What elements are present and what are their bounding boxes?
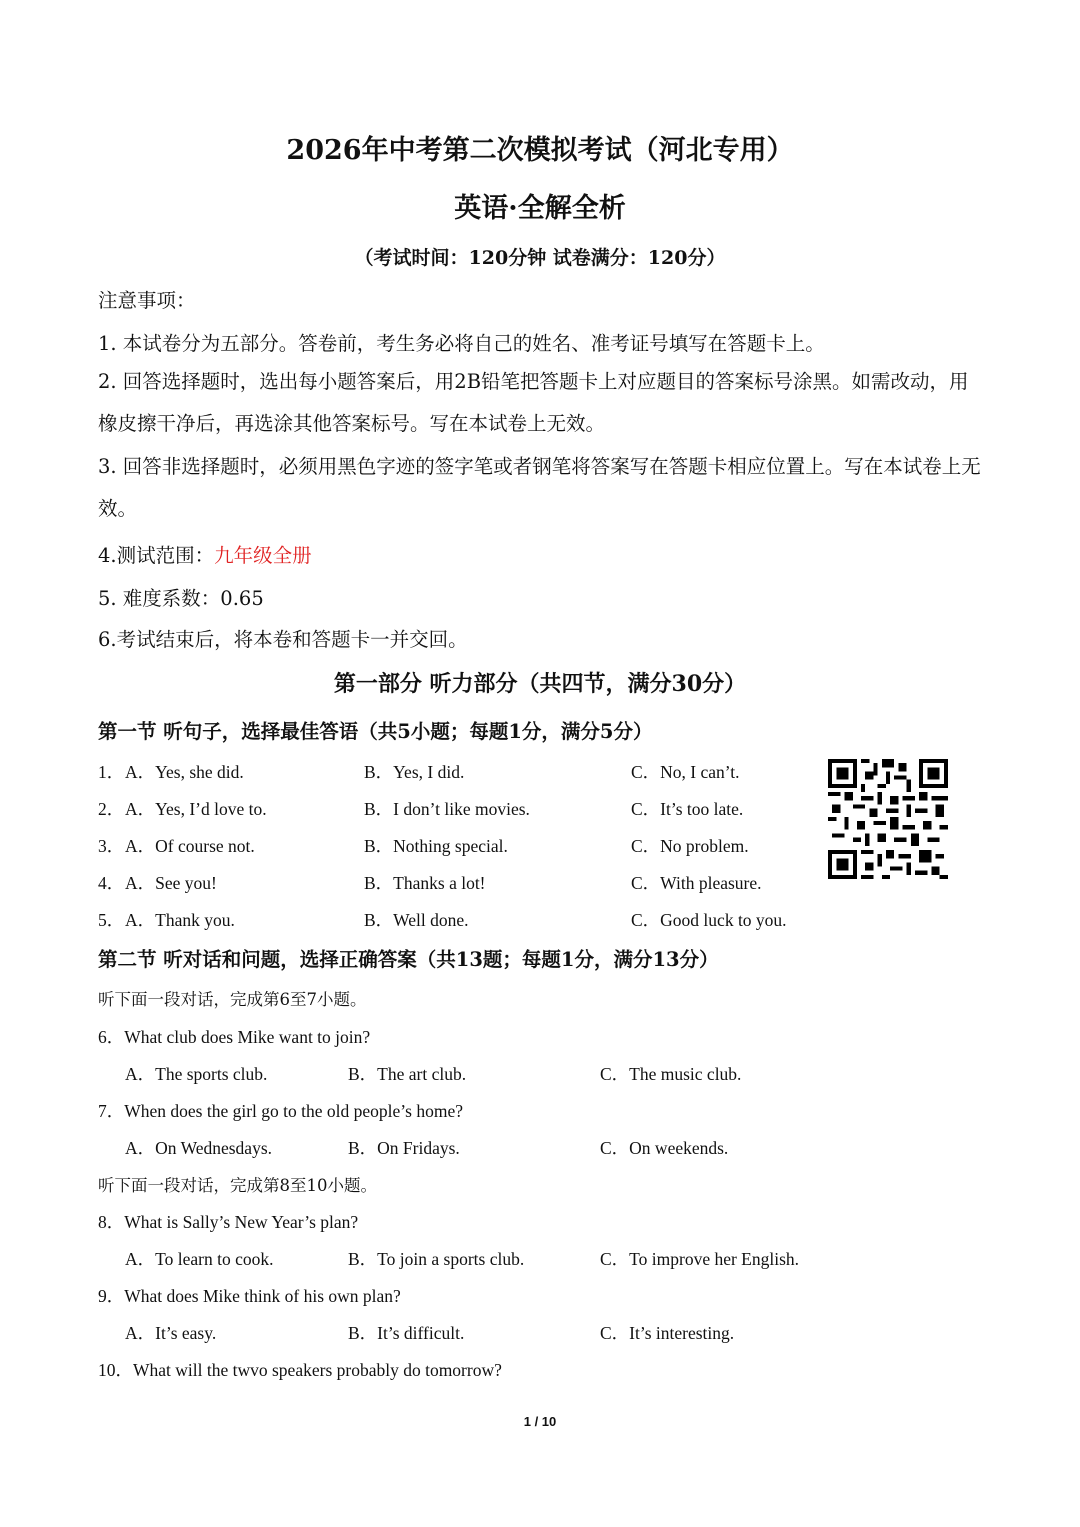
option-c: C．On weekends.	[600, 1138, 729, 1158]
question-number: 4．	[98, 873, 125, 893]
question-stem: 6．What club does Mike want to join?	[98, 1027, 371, 1047]
option-a: A．On Wednesdays.	[125, 1138, 272, 1158]
option-b: B．Thanks a lot!	[364, 873, 486, 893]
note-item-2: 2. 回答选择题时，选出每小题答案后，用2B铅笔把答题卡上对应题目的答案标号涂黑。如需改动，用橡皮擦干净后，再选涂其他答案标号。写在本试卷上无效。	[98, 370, 969, 435]
option-c: C．Good luck to you.	[631, 910, 787, 930]
option-b: B．To join a sports club.	[348, 1249, 525, 1269]
option-b: B．Nothing special.	[364, 836, 508, 856]
part-title: 第一部分 听力部分（共四节，满分30分）	[333, 671, 747, 697]
dialogue-hint: 听下面一段对话，完成第8至10小题。	[98, 1176, 377, 1195]
question-number: 3．	[98, 836, 125, 856]
question-stem: 7．When does the girl go to the old people’s home?	[98, 1101, 463, 1121]
question-number: 2．	[98, 799, 125, 819]
option-a: A．It’s easy.	[125, 1323, 217, 1343]
option-c: C．To improve her English.	[600, 1249, 800, 1269]
note-item-3: 3. 回答非选择题时，必须用黑色字迹的签字笔或者钢笔将答案写在答题卡相应位置上。写在本试卷上无效。	[98, 455, 981, 520]
option-c: C．With pleasure.	[631, 873, 762, 893]
section1-title: 第一节 听句子，选择最佳答语（共5小题；每题1分，满分5分）	[98, 720, 653, 743]
test-scope: 九年级全册	[214, 544, 312, 567]
option-a: A．To learn to cook.	[125, 1249, 274, 1269]
option-a: A．See you!	[125, 873, 217, 893]
option-c: C．No, I can’t.	[631, 762, 740, 782]
note-item-1: 1. 本试卷分为五部分。答卷前，考生务必将自己的姓名、准考证号填写在答题卡上。	[98, 332, 825, 355]
note-item-5: 5. 难度系数：0.65	[98, 587, 264, 610]
option-b: B．Yes, I did.	[364, 762, 465, 782]
option-c: C．No problem.	[631, 836, 749, 856]
qr-code-icon	[827, 759, 949, 879]
option-c: C．It’s too late.	[631, 799, 744, 819]
option-c: C．It’s interesting.	[600, 1323, 735, 1343]
note-item-4-label: 4.测试范围：	[98, 544, 215, 567]
question-stem: 9．What does Mike think of his own plan?	[98, 1286, 401, 1306]
question-number: 1．	[98, 762, 125, 782]
question-stem: 10．What will the twvo speakers probably do tomorrow?	[98, 1360, 502, 1380]
option-b: B．Well done.	[364, 910, 469, 930]
exam-info: （考试时间：120分钟 试卷满分：120分）	[354, 247, 726, 269]
option-b: B．I don’t like movies.	[364, 799, 530, 819]
option-a: A．Thank you.	[125, 910, 235, 930]
option-b: B．It’s difficult.	[348, 1323, 465, 1343]
question-stem: 8．What is Sally’s New Year’s plan?	[98, 1212, 359, 1232]
note-item-4	[98, 540, 312, 568]
option-a: A．Yes, she did.	[125, 762, 244, 782]
option-b: B．The art club.	[348, 1064, 467, 1084]
option-a: A．Yes, I’d love to.	[125, 799, 267, 819]
option-a: A．Of course not.	[125, 836, 255, 856]
document-subtitle: 英语·全解全析	[454, 193, 626, 224]
option-c: C．The music club.	[600, 1064, 742, 1084]
notes-heading: 注意事项：	[98, 289, 196, 312]
section2-title: 第二节 听对话和问题，选择正确答案（共13题；每题1分，满分13分）	[98, 948, 719, 971]
note-item-6: 6.考试结束后，将本卷和答题卡一并交回。	[98, 628, 468, 651]
dialogue-hint: 听下面一段对话，完成第6至7小题。	[98, 990, 367, 1009]
option-a: A．The sports club.	[125, 1064, 268, 1084]
option-b: B．On Fridays.	[348, 1138, 460, 1158]
page-number: 1 / 10	[523, 1414, 557, 1429]
document-title: 2026年中考第二次模拟考试（河北专用）	[286, 135, 794, 166]
question-number: 5．	[98, 910, 125, 930]
